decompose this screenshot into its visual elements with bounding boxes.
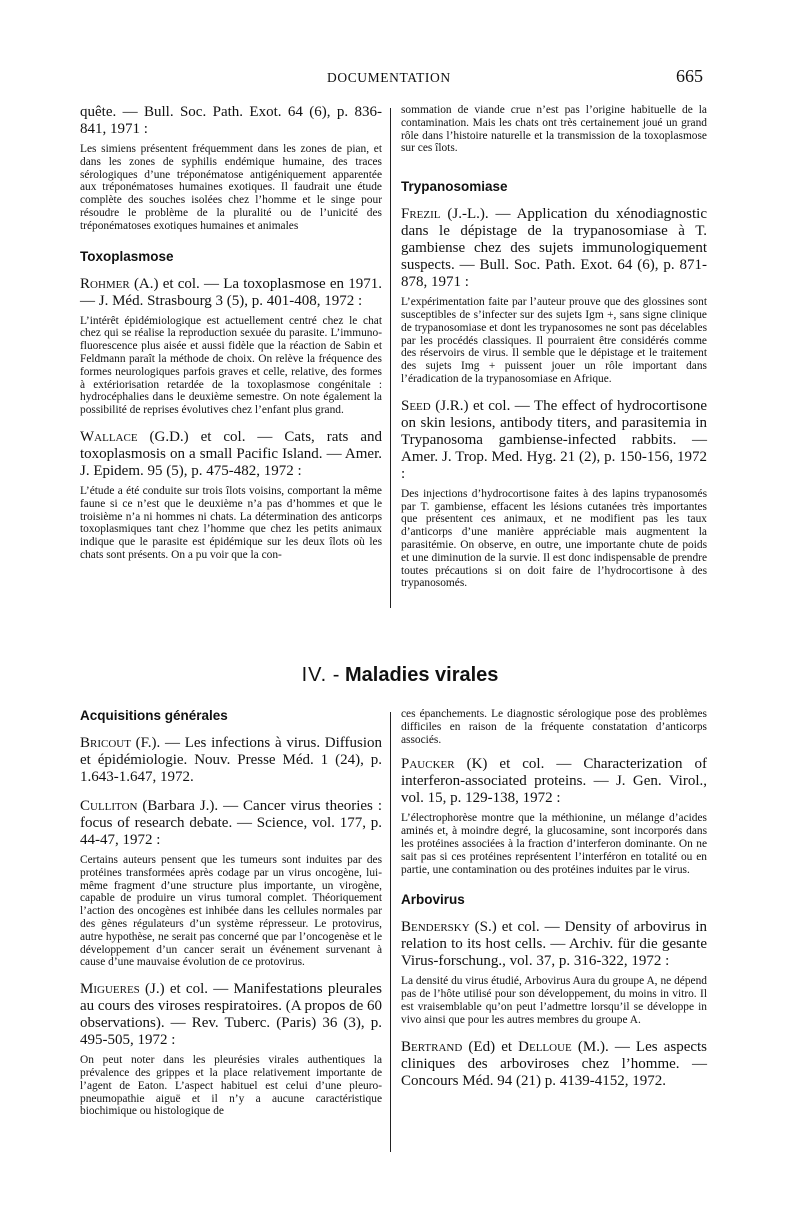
reference-details: (M.). — Les aspects cliniques des arboviroses chez l’homme. — Concours Méd. 94 (21) p. 4139-4152, 1972. — [401, 1038, 708, 1089]
reference-details: (A.) et col. — La toxoplasmose en 1971. — J. Méd. Strasbourg 3 (5), p. 401-408, 1972 : — [80, 275, 382, 309]
reference-citation: quête. — Bull. Soc. Path. Exot. 64 (6), p. 836-841, 1971 : — [80, 104, 382, 137]
subsection-heading-arbovirus: Arbovirus — [401, 892, 465, 908]
reference-abstract: L’électrophorèse montre que la méthionine, un mélange d’acides aminés et, à moindre degré, la glucosamine, sont incorporés dans les protéines associées à la fraction d’interferon dominante. On ne sait pas si ces protéines représentent l’interféron en totalité ou en partie, une contamination ou des protéines induites par le virus. — [401, 812, 707, 876]
reference-bricout — [80, 735, 382, 786]
reference-details: (F.). — Les infections à virus. Diffusion et épidémiologie. Nouv. Presse Méd. 1 (24), p. 1.643-1.647, 1972. — [80, 735, 383, 785]
reference-author: Culliton — [80, 798, 138, 814]
running-head — [0, 66, 800, 90]
column-right-bottom — [401, 708, 707, 1102]
abstract-continued: ces épanchements. Le diagnostic sérologique pose des problèmes difficiles en raison de la fréquente constatation d’anticorps associés. — [401, 708, 707, 746]
reference-author: Bendersky — [401, 919, 470, 936]
section-name: Maladies virales — [344, 664, 499, 686]
reference-citation — [401, 756, 707, 807]
reference-abstract: On peut noter dans les pleurésies virales authentiques la prévalence des grippes et la place relativement importante de l’agent de Eaton. L’aspect habituel est celui d’une pleuro-pneumopathie aiguë et il n’y a aucune caractéristique biochimique ou histologique de — [80, 1054, 382, 1118]
reference-details: (Ed) et — [468, 1038, 513, 1055]
reference-abstract: Des injections d’hydrocortisone faites à des lapins trypanosomés par T. gambiense, effacent les lésions cutanées très importantes que présentent ces animaux, et ne modifient pas les taux d’anticorps d’une manière appréciable mais augmentent la parasitémie. On observe, en outre, une importante chute de poids et une diminution de la survie. Il est donc indispensable de prendre toutes précautions si on doit faire de l’hydrocortisone à des trypanosomés. — [401, 487, 707, 590]
reference-author: Migueres — [80, 981, 140, 998]
reference-culliton — [80, 798, 382, 969]
subsection-heading-trypanosomiase: Trypanosomiase — [401, 179, 508, 195]
section-number: IV. — [301, 664, 328, 686]
reference-abstract: L’expérimentation faite par l’auteur prouve que des glossines sont susceptibles de s’infecter sur des sujets Igm +, sans signe clinique de trypanosomiase et dont les trypanosomes ne sont pas décelables par les procédés classiques. Il pourraient être considérés comme des réservoirs de virus. Il semble que le dépistage et le traitement des sujets Img + puissent jouer un rôle important dans l’éradication de la trypanosomiase en Afrique. — [401, 296, 707, 385]
subsection-heading-toxoplasmose: Toxoplasmose — [80, 248, 174, 264]
reference-abstract: L’étude a été conduite sur trois îlots voisins, comportant la même faune si ce n’est que le deuxième n’a pas d’hommes et que le troisième n’a ni hommes ni chats. La détermination des anticorps toxoplasmiques tant chez l’homme que chez les petits animaux indique que le parasite est épidémique sur les deux îlots où les chats sont présents. On a pu voir que la con- — [80, 484, 382, 561]
reference-citation — [80, 276, 382, 310]
reference-seed — [401, 398, 707, 590]
reference-details: (J.) et col. — Manifestations pleurales au cours des viroses respiratoires. (A propos de 60 observations). — Rev. Tuberc. (Paris) 36 (3), p. 495-505, 1972 : — [80, 981, 383, 1049]
reference-details: (J.-L.). — Application du xénodiagnostic dans le dépistage de la trypanosomiase à T. gambiense chez des sujets immunologiquement suspects. — Bull. Soc. Path. Exot. 64 (6), p. 871-878, 1971 : — [401, 206, 707, 291]
reference-frezil — [401, 206, 707, 386]
reference-citation — [80, 735, 382, 786]
column-left-bottom — [80, 708, 382, 1130]
reference-citation — [80, 429, 382, 480]
column-divider-top — [390, 108, 391, 608]
reference-bendersky — [401, 919, 707, 1026]
section-title — [0, 664, 800, 687]
reference-author: Bricout — [80, 735, 131, 751]
reference-author: Rohmer — [80, 275, 130, 292]
reference-details: (G.D.) et col. — Cats, rats and toxoplasmosis on a small Pacific Island. — Amer. J. Epidem. 95 (5), p. 475-482, 1972 : — [80, 428, 382, 479]
reference-wallace — [80, 429, 382, 562]
reference-details: (S.) et col. — Density of arbovirus in relation to its host cells. — Archiv. für die gesante Virus-forschung., vol. 37, p. 316-322, 1972 : — [401, 919, 707, 970]
reference-abstract: Les simiens présentent fréquemment dans les zones de pian, et dans les zones de syphilis endémique humaine, des traces sérologiques d’une tréponématose antigéniquement apparentée aux tréponématoses humaines exotiques. Il faudrait une étude complète des souches isolées chez l’homme et le singe pour résoudre le problème de la pluralité ou de l’unicité des tréponématoses exotiques humaines et animales — [80, 143, 382, 232]
reference-citation — [401, 1039, 707, 1090]
running-title: DOCUMENTATION — [327, 70, 451, 85]
reference-bertrand — [401, 1039, 707, 1090]
reference-citation — [401, 398, 707, 483]
reference-author: Paucker — [401, 756, 455, 773]
reference-abstract: Certains auteurs pensent que les tumeurs sont induites par des protéines transformées après codage par un virus oncogène, lui-même fragment d’une structure plus importante, un virogène, capable de produire un virus tumoral complet. Théoriquement l’action des oncogènes est inhibée dans les cellules normales par des gènes régulateurs d’un système répresseur. Le protovirus, autre hypothèse, ne serait pas concerné que par l’oncogenèse et le développement d’un cancer serait un événement survenant à cause d’une mauvaise évolution de ce protovirus. — [80, 854, 382, 969]
reference-abstract: La densité du virus étudié, Arbovirus Aura du groupe A, ne dépend pas de l’hôte utilisé pour son développement, du moins in vitro. Il est vraisemblable qu’on peut l’admettre lorsqu’il se développe in vivo ainsi que pour les autres membres du groupe A. — [401, 975, 707, 1026]
section-dash: - — [332, 664, 340, 686]
reference-details: (J.R.) et col. — The effect of hydrocortisone on skin lesions, antibody titers, and parasitemia in Trypanosoma gambiense-infected rabbits. — Amer. J. Trop. Med. Hyg. 21 (2), p. 150-156, 1972 : — [401, 397, 708, 482]
reference-author: Wallace — [80, 428, 138, 445]
page-number: 665 — [676, 66, 703, 86]
reference-abstract: L’intérêt épidémiologique est actuellement centré chez le chat chez qui se réalise la reproduction sexuée du parasite. L’immuno-fluorescence plus aisée et aussi fidèle que la réaction de Sabin et Feldmann paraît la méthode de choix. On relève la fréquence des formes neurologiques parfois graves et celle, relative, des formes à extériorisation retardée de la toxoplasmose congénitale : hydrocéphalies dans le deuxième semestre. On note également la possibilité de reprises évolutives chez l’enfant plus grand. — [80, 314, 382, 417]
column-divider-bottom — [390, 712, 391, 1152]
reference-author: Frezil — [401, 206, 441, 223]
reference-citation — [80, 798, 382, 849]
subsection-heading-acquisitions: Acquisitions générales — [80, 708, 228, 723]
reference-details: (Barbara J.). — Cancer virus theories : focus of research debate. — Science, vol. 177, p. 44-47, 1972 : — [80, 798, 383, 848]
abstract-continued: sommation de viande crue n’est pas l’origine habituelle de la contamination. Mais les chats ont très certainement joué un grand rôle dans l’histoire naturelle et la transmission de la toxoplasmose sur ces îlots. — [401, 104, 707, 155]
reference-citation — [80, 981, 382, 1049]
column-right-top — [401, 104, 707, 602]
reference-paucker — [401, 756, 707, 876]
column-left-top — [80, 104, 382, 574]
reference-author: Bertrand — [401, 1038, 463, 1055]
reference-continued — [80, 104, 382, 233]
reference-citation — [401, 919, 707, 970]
reference-details: (K) et col. — Characterization of interferon-associated proteins. — J. Gen. Virol., vol. 15, p. 129-138, 1972 : — [401, 756, 707, 807]
reference-coauthor: Delloue — [518, 1038, 572, 1055]
reference-author: Seed — [401, 397, 431, 414]
reference-rohmer — [80, 276, 382, 417]
reference-citation — [401, 206, 707, 291]
reference-migueres — [80, 981, 382, 1118]
